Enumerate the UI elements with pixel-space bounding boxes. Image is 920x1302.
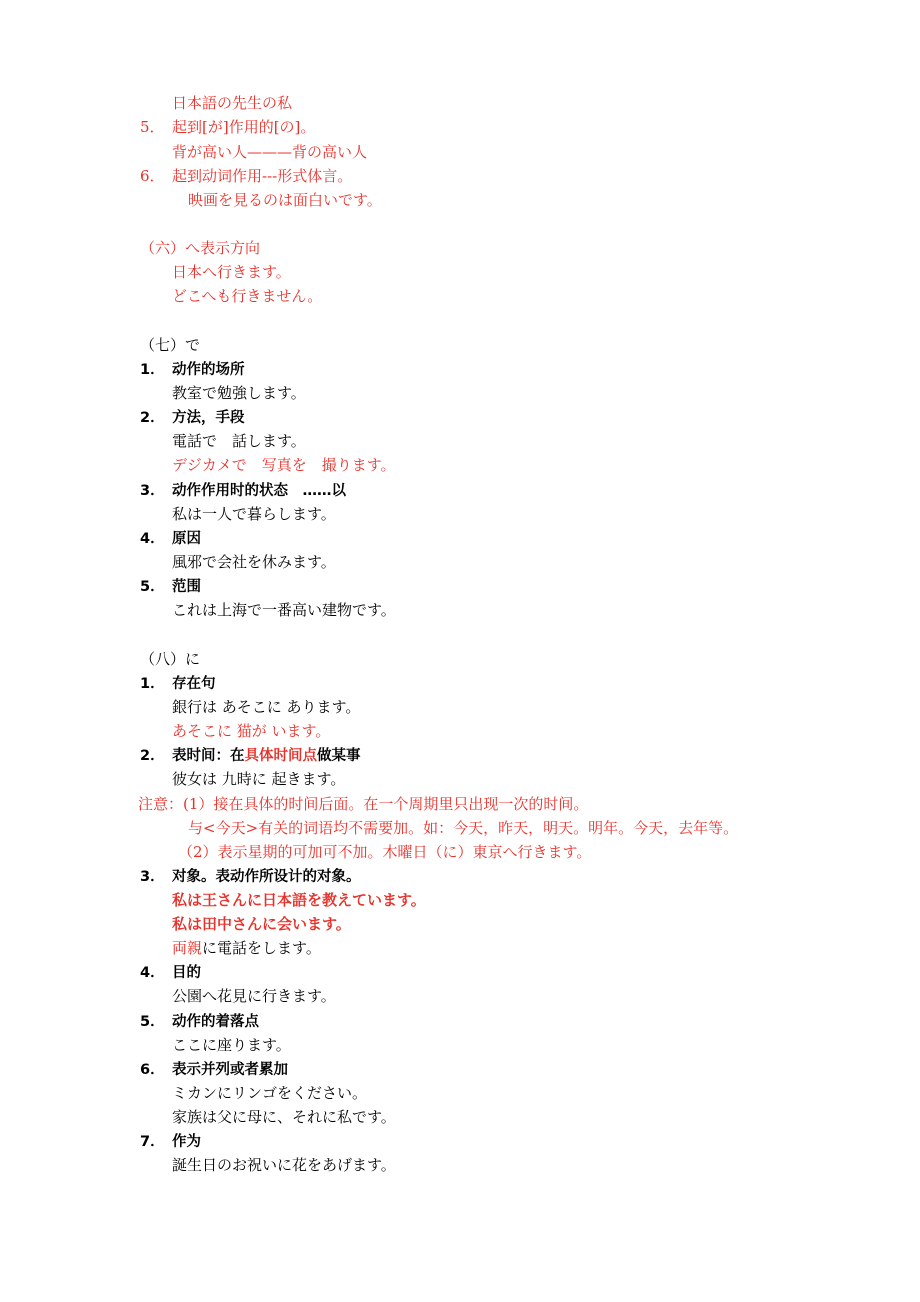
example-line: 日本語の先生の私 — [172, 94, 293, 112]
list-item — [140, 1058, 288, 1080]
item-number: 3． — [140, 869, 165, 885]
item-title: 对象。表动作所设计的对象。 — [172, 869, 361, 885]
example-text: に電話をします。 — [202, 939, 321, 957]
list-item — [140, 744, 361, 766]
item-number: 4． — [140, 531, 165, 547]
item-number: 6． — [140, 167, 165, 185]
item-title-highlight: 具体时间点 — [244, 748, 317, 764]
item-number: 5． — [140, 1014, 165, 1030]
example-line: どこへも行きません。 — [172, 287, 323, 305]
list-item — [140, 527, 201, 549]
list-item — [140, 575, 201, 597]
example-line: 背が高い人———背の高い人 — [172, 143, 368, 161]
example-line: 教室で勉強します。 — [172, 384, 306, 402]
list-item — [140, 961, 201, 983]
example-line: 私は田中さんに会います。 — [172, 915, 351, 933]
example-line: 風邪で会社を休みます。 — [172, 553, 336, 571]
item-number: 1． — [140, 676, 165, 692]
item-title: 存在句 — [172, 676, 216, 692]
item-number: 5． — [140, 579, 165, 595]
item-title: 范围 — [172, 579, 201, 595]
example-line: 日本へ行きます。 — [172, 263, 291, 281]
example-line: ミカンにリンゴをください。 — [172, 1084, 368, 1102]
item-number: 3． — [140, 483, 165, 499]
item-text: 起到[が]作用的[の]。 — [172, 118, 316, 136]
note-line: 注意：(1）接在具体的时间后面。在一个周期里只出现一次的时间。 — [138, 795, 589, 813]
example-line: 彼女は 九時に 起きます。 — [172, 770, 346, 788]
example-line: 私は一人で暮らします。 — [172, 505, 336, 523]
item-title: 做某事 — [317, 748, 361, 764]
note-line: （2）表示星期的可加可不加。木曜日（に）東京へ行きます。 — [178, 843, 592, 861]
item-number: 2． — [140, 748, 165, 764]
list-item — [140, 406, 245, 428]
item-number: 7． — [140, 1134, 165, 1150]
item-number: 4． — [140, 965, 165, 981]
example-line: 誕生日のお祝いに花をあげます。 — [172, 1156, 396, 1174]
list-item — [140, 479, 346, 501]
item-title: 作为 — [172, 1134, 201, 1150]
example-line: 公園へ花見に行きます。 — [172, 987, 336, 1005]
item-title: 目的 — [172, 965, 201, 981]
example-line: 映画を見るのは面白いです。 — [188, 191, 382, 209]
item-number: 5． — [140, 118, 165, 136]
example-line: 私は王さんに日本語を教えています。 — [172, 891, 426, 909]
list-item — [140, 1010, 259, 1032]
highlight-word: 両親 — [172, 939, 203, 957]
list-item — [140, 1130, 201, 1152]
item-title: 表示并列或者累加 — [172, 1062, 288, 1078]
list-item — [140, 116, 315, 138]
item-number: 1． — [140, 362, 165, 378]
item-title: 动作的场所 — [172, 362, 245, 378]
item-number: 6． — [140, 1062, 165, 1078]
list-item — [140, 358, 245, 380]
section-heading: （七）で — [140, 336, 201, 354]
example-line: これは上海で一番高い建物です。 — [172, 601, 396, 619]
item-title: 表时间：在 — [172, 748, 245, 764]
example-line: ここに座ります。 — [172, 1036, 291, 1054]
example-line: あそこに 猫が います。 — [172, 722, 331, 740]
example-line — [172, 937, 321, 959]
item-title: 动作作用时的状态 ……以 — [172, 483, 346, 499]
item-number: 2． — [140, 410, 165, 426]
section-heading: （八）に — [140, 650, 201, 668]
example-line: デジカメで 写真を 撮ります。 — [172, 456, 396, 474]
item-title: 方法，手段 — [172, 410, 245, 426]
section-heading: （六）へ表示方向 — [140, 239, 261, 257]
example-line: 家族は父に母に、それに私です。 — [172, 1108, 396, 1126]
note-line: 与<今天>有关的词语均不需要加。如：今天，昨天，明天。明年。今天，去年等。 — [188, 819, 739, 837]
list-item — [140, 165, 352, 187]
example-line: 電話で 話します。 — [172, 432, 306, 450]
example-line: 銀行は あそこに あります。 — [172, 698, 361, 716]
item-title: 原因 — [172, 531, 201, 547]
list-item — [140, 672, 216, 694]
item-text: 起到动词作用---形式体言。 — [172, 167, 353, 185]
item-title: 动作的着落点 — [172, 1014, 259, 1030]
list-item — [140, 865, 361, 887]
